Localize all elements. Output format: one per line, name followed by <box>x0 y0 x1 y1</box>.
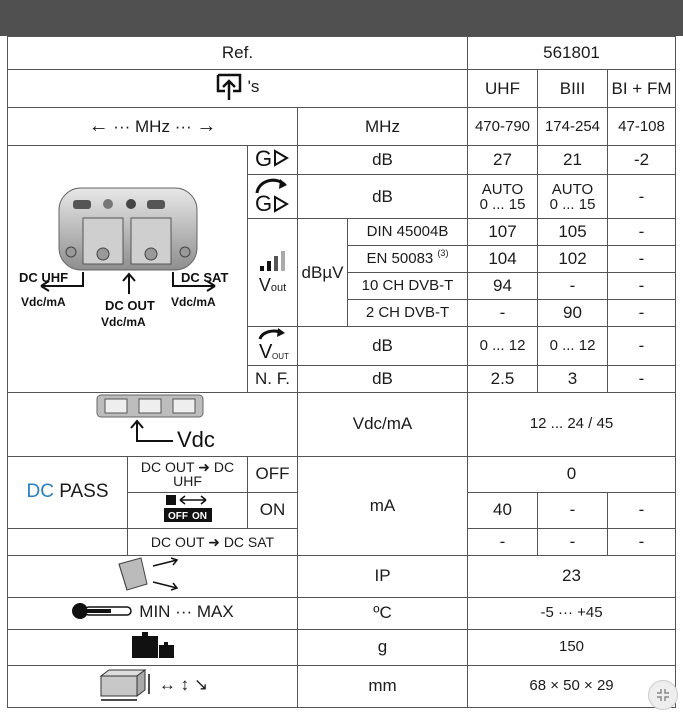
vdc-ma-left: Vdc/mA <box>20 295 66 309</box>
en-bi-fm: - <box>608 246 676 273</box>
gain-adjust-unit: dB <box>298 175 468 219</box>
weight-unit: g <box>298 629 468 665</box>
band-uhf: UHF <box>468 70 538 108</box>
gain-uhf: 27 <box>468 146 538 175</box>
vout-adjust-biii: 0 ... 12 <box>538 327 608 366</box>
dcpass-on-bi-fm: - <box>608 492 676 528</box>
din-uhf: 107 <box>468 219 538 246</box>
nf-label: N. F. <box>248 365 298 392</box>
vout-adjust-unit: dB <box>298 327 468 366</box>
ref-label: Ref. <box>8 37 468 70</box>
freq-mhz-mid: MHz <box>135 117 170 136</box>
gain-adjust-uhf-mode: AUTO <box>481 180 524 198</box>
freq-biii: 174-254 <box>538 108 608 146</box>
gain-bi-fm: -2 <box>608 146 676 175</box>
gain-adjust-biii <box>538 175 608 219</box>
din-bi-fm: - <box>608 219 676 246</box>
switch-off-text: OFF <box>167 511 188 523</box>
dcpass-sat-uhf: - <box>468 528 538 555</box>
switch-on-label: ON <box>248 492 298 528</box>
freq-uhf: 470-790 <box>468 108 538 146</box>
temp-label-cell <box>8 597 298 629</box>
gain-adjust-icon <box>253 177 293 213</box>
left-dots: ··· <box>113 117 131 136</box>
dcpass-dc: DC <box>26 481 54 503</box>
dcpass-sat-biii: - <box>538 528 608 555</box>
gain-unit: dB <box>298 146 468 175</box>
svg-text:G: G <box>254 146 272 171</box>
vout-unit: dBµV <box>298 219 348 327</box>
nf-unit: dB <box>298 365 468 392</box>
frequency-unit: MHz <box>298 108 468 146</box>
vout-adjust-uhf: 0 ... 12 <box>468 327 538 366</box>
dvbt10-biii: - <box>538 273 608 300</box>
nf-biii: 3 <box>538 365 608 392</box>
dims-glyphs: ↔ ↕ ↘ <box>158 674 209 694</box>
weight-icon-cell <box>8 629 298 665</box>
std-din-45004b: DIN 45004B <box>348 219 468 246</box>
dimensions-box-icon <box>97 666 153 702</box>
spec-table <box>7 36 676 708</box>
temp-value: -5 ··· +45 <box>468 597 676 629</box>
vout-label-cell <box>248 219 298 327</box>
supply-vdc-label: Vdc <box>176 427 215 452</box>
outputs-cell <box>8 70 468 108</box>
title-bar <box>0 0 683 36</box>
svg-text:G: G <box>254 190 272 213</box>
gain-adjust-biii-range: 0 ... 15 <box>549 195 596 213</box>
dcpass-unit: mA <box>298 456 468 555</box>
dc-uhf-label: DC UHF <box>18 270 68 285</box>
std-en-50083-sup: (3) <box>437 248 449 259</box>
dvbt10-bi-fm: - <box>608 273 676 300</box>
frequency-label <box>8 108 298 146</box>
dc-out-label: DC OUT <box>104 298 155 313</box>
outputs-suffix: 's <box>247 76 260 96</box>
std-2ch-dvbt: 2 CH DVB-T <box>348 300 468 327</box>
thermometer-icon <box>71 602 133 620</box>
dvbt2-bi-fm: - <box>608 300 676 327</box>
weight-value: 150 <box>468 629 676 665</box>
switch-on-text: ON <box>191 511 207 523</box>
dcpass-on-biii: - <box>538 492 608 528</box>
dvbt10-uhf: 94 <box>468 273 538 300</box>
output-port-icon <box>216 73 242 101</box>
supply-value: 12 ... 24 / 45 <box>468 392 676 456</box>
dims-value: 68 × 50 × 29 <box>468 665 676 707</box>
vout-adjust-icon-cell <box>248 327 298 366</box>
en-biii: 102 <box>538 246 608 273</box>
gain-adjust-bi-fm: - <box>608 175 676 219</box>
weight-icon <box>128 630 178 660</box>
gain-adjust-icon-cell <box>248 175 298 219</box>
std-en-50083 <box>348 246 468 273</box>
gain-icon <box>253 146 293 170</box>
supply-unit: Vdc/mA <box>298 392 468 456</box>
collapse-button[interactable] <box>648 680 678 710</box>
dims-unit: mm <box>298 665 468 707</box>
vout-adjust-bi-fm: - <box>608 327 676 366</box>
band-biii: BIII <box>538 70 608 108</box>
collapse-icon <box>656 688 670 702</box>
temp-min-max: MIN ··· MAX <box>139 601 234 621</box>
dc-sat-label: DC SAT <box>180 270 228 285</box>
output-level-adjust-icon <box>256 327 290 361</box>
route-uhf-to: DC UHF <box>173 458 235 490</box>
dcpass-label-cell <box>8 456 128 528</box>
band-bi-fm: BI + FM <box>608 70 676 108</box>
route-out-sat <box>128 528 298 555</box>
gain-icon-cell <box>248 146 298 175</box>
route-sat-to: DC SAT <box>223 533 275 550</box>
switch-off-label: OFF <box>248 456 298 492</box>
din-biii: 105 <box>538 219 608 246</box>
dcpass-pass: PASS <box>53 481 109 503</box>
ip-value: 23 <box>468 555 676 597</box>
gain-adjust-uhf <box>468 175 538 219</box>
gain-biii: 21 <box>538 146 608 175</box>
route-uhf-arrow: ➜ <box>198 458 210 475</box>
std-en-50083-name: EN 50083 <box>366 250 434 268</box>
en-uhf: 104 <box>468 246 538 273</box>
dims-icon-cell <box>8 665 298 707</box>
dcpass-off-value: 0 <box>468 456 676 492</box>
right-dots: ··· <box>174 117 192 136</box>
vout-adjust-sub: OUT <box>271 352 289 361</box>
dcpass-sat-bi-fm: - <box>608 528 676 555</box>
vdc-ma-center: Vdc/mA <box>100 315 146 329</box>
supply-icon-cell <box>8 392 298 456</box>
device-diagram-cell <box>8 146 248 393</box>
left-arrow: ← <box>88 115 109 137</box>
dvbt2-uhf: - <box>468 300 538 327</box>
signal-level-icon <box>258 250 288 272</box>
route-out-uhf <box>128 456 248 492</box>
amplifier-device-icon <box>13 182 243 352</box>
right-arrow: → <box>196 115 217 137</box>
gain-adjust-biii-mode: AUTO <box>551 180 594 198</box>
nf-bi-fm: - <box>608 365 676 392</box>
connector-block-icon <box>83 393 223 451</box>
route-uhf-from: DC OUT <box>140 458 195 475</box>
vout-sub: out <box>270 281 287 294</box>
gain-adjust-uhf-range: 0 ... 15 <box>479 195 526 213</box>
std-10ch-dvbt: 10 CH DVB-T <box>348 273 468 300</box>
route-sat-from: DC OUT <box>150 533 205 550</box>
dc-switch-icon <box>162 493 214 523</box>
ref-value: 561801 <box>468 37 676 70</box>
nf-uhf: 2.5 <box>468 365 538 392</box>
route-sat-arrow: ➜ <box>208 533 220 550</box>
vout-v: V <box>258 274 271 295</box>
ip-protection-icon <box>113 556 193 592</box>
dvbt2-biii: 90 <box>538 300 608 327</box>
freq-bi-fm: 47-108 <box>608 108 676 146</box>
ip-unit: IP <box>298 555 468 597</box>
ip-icon-cell <box>8 555 298 597</box>
vout-adjust-v: V <box>258 341 272 361</box>
switch-icon-cell <box>128 492 248 528</box>
dcpass-on-uhf: 40 <box>468 492 538 528</box>
vdc-ma-right: Vdc/mA <box>170 295 216 309</box>
temp-unit: ºC <box>298 597 468 629</box>
